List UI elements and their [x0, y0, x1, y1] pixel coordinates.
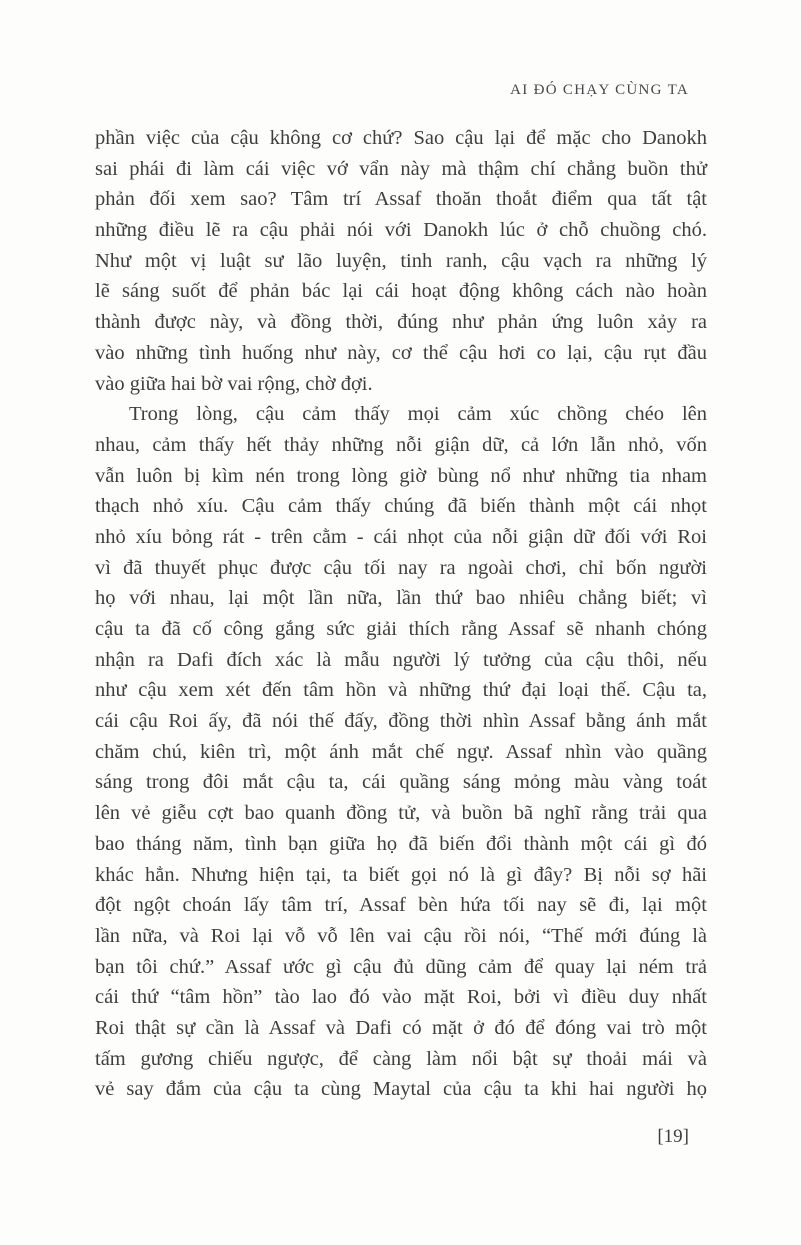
text-line: lần nữa, và Roi lại vỗ vỗ lên vai cậu rồi nói, “Thế mới đúng là: [95, 924, 707, 947]
text-line: vào giữa hai bờ vai rộng, chờ đợi.: [95, 372, 373, 395]
text-line: phản đối xem sao? Tâm trí Assaf thoăn thoắt điểm qua tất tật: [95, 188, 707, 211]
body-text: [95, 123, 707, 1105]
text-line: nhỏ xíu bỏng rát - trên cằm - cái nhọt của nỗi giận dữ đối với Roi: [95, 525, 707, 548]
running-header: AI ĐÓ CHẠY CÙNG TA: [510, 82, 689, 98]
text-line: sai phái đi làm cái việc vớ vẩn này mà thậm chí chẳng buồn thử: [95, 157, 707, 180]
text-line: thành được này, và đồng thời, đúng như phản ứng luôn xảy ra: [95, 311, 707, 334]
text-line: cái cậu Roi ấy, đã nói thế đấy, đồng thời nhìn Assaf bằng ánh mắt: [95, 710, 707, 733]
text-line: thạch nhỏ xíu. Cậu cảm thấy chúng đã biến thành một cái nhọt: [95, 495, 707, 518]
paragraph: [95, 399, 707, 1105]
text-line: đột ngột choán lấy tâm trí, Assaf bèn hứa tối nay sẽ đi, lại một: [95, 894, 707, 917]
text-line: lên vẻ giễu cợt bao quanh đồng tử, và buồn bã nghĩ rằng trải qua: [95, 802, 707, 825]
text-line: cái thứ “tâm hồn” tào lao đó vào mặt Roi, bởi vì điều duy nhất: [95, 986, 707, 1009]
text-line: vẻ say đắm của cậu ta cùng Maytal của cậu ta khi hai người họ: [95, 1078, 707, 1101]
text-line: sáng trong đôi mắt cậu ta, cái quầng sáng mỏng màu vàng toát: [95, 771, 707, 794]
paragraph: [95, 123, 707, 399]
text-line: khác hẳn. Nhưng hiện tại, ta biết gọi nó là gì đây? Bị nỗi sợ hãi: [95, 863, 707, 886]
text-line: vì đã thuyết phục được cậu tối nay ra ngoài chơi, chỉ bốn người: [95, 556, 707, 579]
text-line: bao tháng năm, tình bạn giữa họ đã biến đổi thành một cái gì đó: [95, 832, 707, 855]
text-line: Trong lòng, cậu cảm thấy mọi cảm xúc chồng chéo lên: [129, 403, 707, 426]
text-line: những điều lẽ ra cậu phải nói với Danokh lúc ở chỗ chuồng chó.: [95, 219, 707, 242]
text-line: nhau, cảm thấy hết thảy những nỗi giận dữ, cả lớn lẫn nhỏ, vốn: [95, 433, 707, 456]
text-line: Như một vị luật sư lão luyện, tinh ranh, cậu vạch ra những lý: [95, 249, 707, 272]
text-line: như cậu xem xét đến tâm hồn và những thứ đại loại thế. Cậu ta,: [95, 679, 707, 702]
page-number: [19]: [657, 1126, 689, 1147]
text-line: bạn tôi chứ.” Assaf ước gì cậu đủ dũng cảm để quay lại ném trả: [95, 955, 707, 978]
text-line: Roi thật sự cần là Assaf và Dafi có mặt ở đó để đóng vai trò một: [95, 1016, 707, 1039]
text-line: lẽ sáng suốt để phản bác lại cái hoạt động không cách nào hoàn: [95, 280, 707, 303]
text-line: tấm gương chiếu ngược, để càng làm nổi bật sự thoải mái và: [95, 1047, 707, 1070]
text-line: nhận ra Dafi đích xác là mẫu người lý tưởng của cậu thôi, nếu: [95, 648, 707, 671]
text-line: chăm chú, kiên trì, một ánh mắt chế ngự. Assaf nhìn vào quầng: [95, 740, 707, 763]
text-line: họ với nhau, lại một lần nữa, lần thứ bao nhiêu chẳng biết; vì: [95, 587, 707, 610]
text-line: vẫn luôn bị kìm nén trong lòng giờ bùng nổ như những tia nham: [95, 464, 707, 487]
text-line: cậu ta đã cố công gắng sức giải thích rằng Assaf sẽ nhanh chóng: [95, 618, 707, 640]
text-line: phần việc của cậu không cơ chứ? Sao cậu lại để mặc cho Danokh: [95, 127, 707, 149]
text-line: vào những tình huống như này, cơ thể cậu hơi co lại, cậu rụt đầu: [95, 341, 707, 364]
